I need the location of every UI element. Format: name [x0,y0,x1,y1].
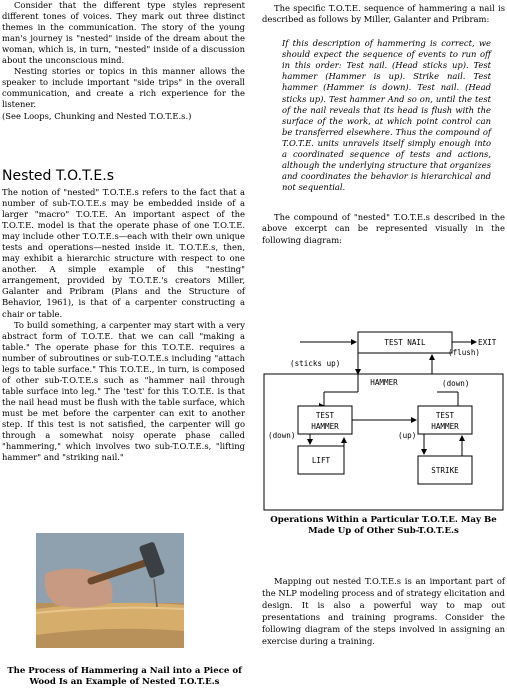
hammering-photo [36,533,184,648]
nested-tote-section [2,187,245,463]
up-label: (up) [398,431,417,440]
down-label-1: (down) [268,431,296,440]
left-column [2,0,245,123]
test-hammer-1-line1: TEST [315,411,335,420]
nested-tote-diagram [262,322,505,512]
lift-label: LIFT [311,456,331,465]
right-column [262,0,505,246]
mapping-paragraph: Mapping out nested T.O.T.E.s is an important part of the NLP modeling process and of strategy elicitation and design. It is also a powerful way to map out presentations and training programs. Consider the following diagram of the steps involved in assigning an exercise during a training. [262,576,505,647]
see-also-note: (See Loops, Chunking and Nested T.O.T.E.s.) [2,111,192,122]
hammer-box [264,374,503,510]
strike-label: STRIKE [431,466,459,475]
hammer-label: HAMMER [370,378,398,387]
test-hammer-2-line2: HAMMER [431,422,459,431]
nesting-paragraph: Nesting stories or topics in this manner allows the speaker to include important "side trips" in the overall communication, and create a rich experience for the listener. [2,66,245,110]
sequence-paragraph: The specific T.O.T.E. sequence of hammering a nail is described as follows by Miller, Galanter and Pribram: [262,3,505,25]
flush-label: (flush) [448,348,481,357]
test-hammer-1-line2: HAMMER [311,422,339,431]
photo-caption: The Process of Hammering a Nail into a Piece of Wood Is an Example of Nested T.O.T.E.s [7,666,242,687]
exit-label: EXIT [478,338,497,347]
intro-paragraph: Consider that the different type styles represent different tones of voices. They mark out three distinct themes in the communication. The story of the young man's journey is "nested" inside of the dream about the woman, which is, in turn, "nested" inside of a discussion about the unconscious mind. [2,0,245,66]
nested-definition-paragraph: The notion of "nested" T.O.T.E.s refers to the fact that a number of sub-T.O.T.E.s may be embedded inside of a larger "macro" T.O.T.E. An important aspect of the T.O.T.E. model is that the operate phase of one T.O.T.E. may include other T.O.T.E.s—each with their own unique tests and operations—nested inside it. T.O.T.E.s, then, may exhibit a hierarchic structure with respect to one another. A simple example of this "nesting" arrangement, provided by T.O.T.E.'s creators Miller, Galanter and Pribram (Plans and the Structure of Behavior, 1961), is that of a carpenter constructing a chair or table. [2,187,245,319]
test-hammer-2-line1: TEST [435,411,455,420]
compound-paragraph: The compound of "nested" T.O.T.E.s described in the above excerpt can be represented visually in the following diagram: [262,212,505,245]
down-label-2: (down) [442,379,470,388]
hammer-nail-illustration [36,533,184,648]
test-nail-label: TEST NAIL [384,338,426,347]
miller-quote: If this description of hammering is correct, we should expect the sequence of events to run off in this order: Test nail. (Head sticks up). Test hammer (Hammer is up). Strike nail. Test hammer (Hammer is down). Test nail. (Head sticks up). Test hammer And so on, until the test of the nail reveals that its head is flush with the surface of the work, at which point control can be transferred elsewhere. Thus the compound of T.O.T.E. units unravels itself simply enough into a coordinated sequence of tests and actions, although the underlying structure that organizes and coordinates the behavior is hierarchical and not sequential. [282,38,491,193]
section-heading: Nested T.O.T.E.s [2,168,114,184]
sticks-up-label: (sticks up) [290,359,341,368]
right-bottom-section [262,575,505,648]
carpenter-paragraph: To build something, a carpenter may start with a very abstract form of T.O.T.E. that we can call "making a table." The operate phase for this T.O.T.E. requires a number of subroutines or sub-T.O.T.E.s including "attach legs to table surface." This T.O.T.E., in turn, is composed of other sub-T.O.T.E.s such as "hammer nail through table surface into leg." The 'test' for this T.O.T.E. is that the nail head must be flush with the table surface, which must be met before the carpenter can exit to another step. If this test is not satisfied, the carpenter will go through a somewhat noisy operate phase called "hammering," which involves two sub-T.O.T.E.s, "lifting hammer" and "striking nail." [2,319,245,463]
diagram-caption: Operations Within a Particular T.O.T.E. May Be Made Up of Other Sub-T.O.T.E.s [270,515,497,536]
